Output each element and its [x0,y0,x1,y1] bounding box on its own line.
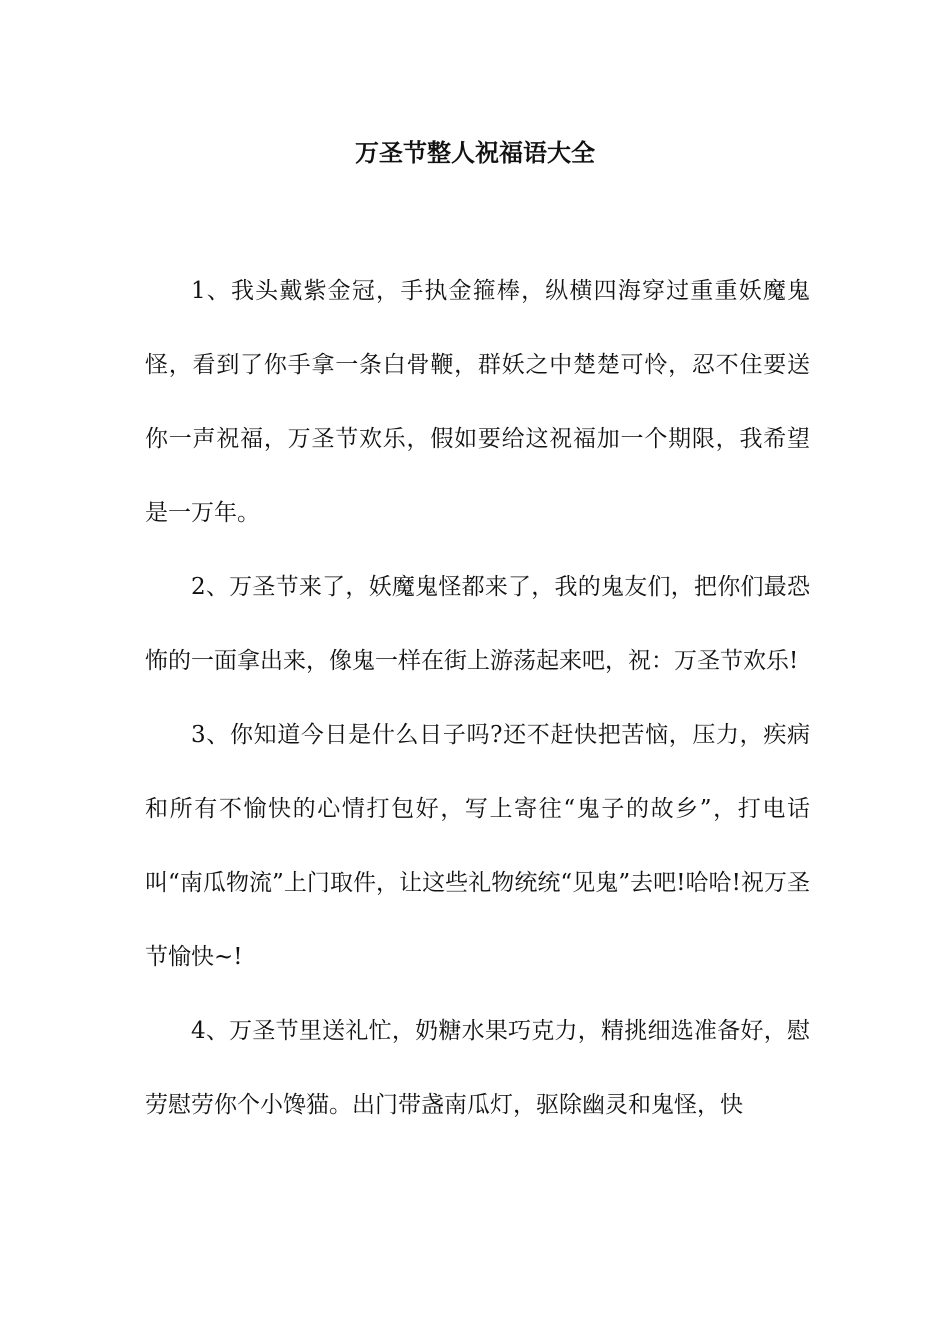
paragraph-2: 2、万圣节来了，妖魔鬼怪都来了，我的鬼友们，把你们最恐怖的一面拿出来，像鬼一样在街上游荡起来吧，祝：万圣节欢乐! [145,574,810,674]
document-title: 万圣节整人祝福语大全 [355,138,595,167]
document-body [145,254,810,1142]
paragraph-4: 4、万圣节里送礼忙，奶糖水果巧克力，精挑细选准备好，慰劳慰劳你个小馋猫。出门带盏南瓜灯，驱除幽灵和鬼怪，快 [145,1018,810,1118]
paragraph-3: 3、你知道今日是什么日子吗?还不赶快把苦恼，压力，疾病和所有不愉快的心情打包好，写上寄往“鬼子的故乡”，打电话叫“南瓜物流”上门取件，让这些礼物统统“见鬼”去吧!哈哈!祝万圣节愉快~! [145,722,810,970]
paragraph-1: 1、我头戴紫金冠，手执金箍棒，纵横四海穿过重重妖魔鬼怪，看到了你手拿一条白骨鞭，群妖之中楚楚可怜，忍不住要送你一声祝福，万圣节欢乐，假如要给这祝福加一个期限，我希望是一万年。 [145,278,810,526]
